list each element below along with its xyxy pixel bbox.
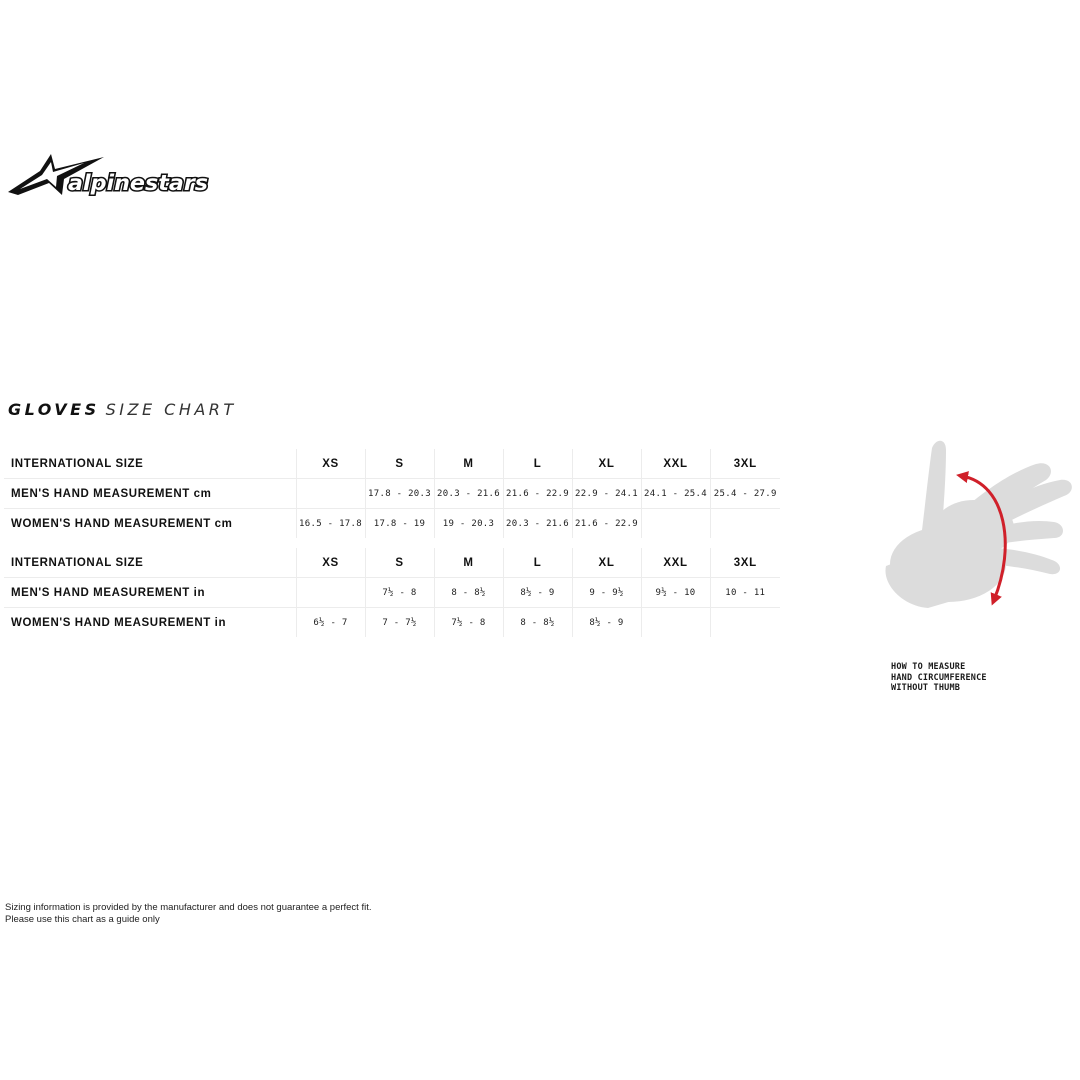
table-cell xyxy=(710,509,780,539)
size-chart-table xyxy=(4,449,780,637)
table-cell: 7½ - 8 xyxy=(434,608,503,638)
table-cell: 21.6 - 22.9 xyxy=(572,509,641,539)
title-bold: GLOVES xyxy=(8,400,100,419)
table-row xyxy=(4,578,780,608)
table-cell xyxy=(710,608,780,638)
brand-wordmark: alpinestars xyxy=(68,171,208,195)
table-cell: 25.4 - 27.9 xyxy=(710,479,780,509)
table-cell xyxy=(641,509,710,539)
header-row-inch xyxy=(4,548,780,578)
table-cell: 20.3 - 21.6 xyxy=(503,509,572,539)
hand-measure-icon xyxy=(866,436,1078,612)
disclaimer-line: Sizing information is provided by the manufacturer and does not guarantee a perfect fit. xyxy=(5,902,372,913)
table-cell: 7½ - 8 xyxy=(365,578,434,608)
table-cell xyxy=(641,608,710,638)
table-cell: 16.5 - 17.8 xyxy=(296,509,365,539)
hand-figure xyxy=(866,436,1078,612)
table-cell: 20.3 - 21.6 xyxy=(434,479,503,509)
size-3xl: 3XL xyxy=(710,548,780,578)
table-cell: 9 - 9½ xyxy=(572,578,641,608)
row-label: WOMEN'S HAND MEASUREMENT cm xyxy=(4,509,296,539)
size-xl: XL xyxy=(572,548,641,578)
table-cell: 19 - 20.3 xyxy=(434,509,503,539)
size-xxl: XXL xyxy=(641,449,710,479)
caption-line: HOW TO MEASURE xyxy=(891,662,966,672)
table-cell: 8 - 8½ xyxy=(434,578,503,608)
table-cell: 24.1 - 25.4 xyxy=(641,479,710,509)
hand-caption xyxy=(891,662,1021,694)
header-row-cm xyxy=(4,449,780,479)
row-label: MEN'S HAND MEASUREMENT in xyxy=(4,578,296,608)
size-xxl: XXL xyxy=(641,548,710,578)
size-s: S xyxy=(365,548,434,578)
table-cell: 22.9 - 24.1 xyxy=(572,479,641,509)
table-cell: 8½ - 9 xyxy=(572,608,641,638)
row-label: MEN'S HAND MEASUREMENT cm xyxy=(4,479,296,509)
title-light: SIZE CHART xyxy=(105,400,237,419)
disclaimer-line: Please use this chart as a guide only xyxy=(5,914,160,925)
table-row xyxy=(4,509,780,539)
size-xl: XL xyxy=(572,449,641,479)
table-cell: 17.8 - 19 xyxy=(365,509,434,539)
page-title xyxy=(8,400,237,419)
table-cell xyxy=(296,578,365,608)
size-s: S xyxy=(365,449,434,479)
size-xs: XS xyxy=(296,548,365,578)
caption-line: HAND CIRCUMFERENCE xyxy=(891,672,987,683)
table-cell: 10 - 11 xyxy=(710,578,780,608)
table-cell: 9½ - 10 xyxy=(641,578,710,608)
row-label: WOMEN'S HAND MEASUREMENT in xyxy=(4,608,296,638)
table-cell: 21.6 - 22.9 xyxy=(503,479,572,509)
disclaimer xyxy=(5,902,372,926)
size-m: M xyxy=(434,548,503,578)
alpinestars-logo xyxy=(6,152,210,200)
caption-line: WITHOUT THUMB xyxy=(891,683,961,693)
table-cell: 6½ - 7 xyxy=(296,608,365,638)
table-cell: 7 - 7½ xyxy=(365,608,434,638)
section-spacer xyxy=(4,538,780,548)
table-cell: 17.8 - 20.3 xyxy=(365,479,434,509)
header-label: INTERNATIONAL SIZE xyxy=(11,556,144,569)
table-cell: 8 - 8½ xyxy=(503,608,572,638)
table-row xyxy=(4,479,780,509)
table-cell: 8½ - 9 xyxy=(503,578,572,608)
table-cell xyxy=(296,479,365,509)
table-row xyxy=(4,608,780,638)
header-label: INTERNATIONAL SIZE xyxy=(11,457,144,470)
alpinestars-star-icon xyxy=(6,152,210,200)
size-xs: XS xyxy=(296,449,365,479)
size-m: M xyxy=(434,449,503,479)
size-3xl: 3XL xyxy=(710,449,780,479)
size-l: L xyxy=(503,548,572,578)
size-l: L xyxy=(503,449,572,479)
